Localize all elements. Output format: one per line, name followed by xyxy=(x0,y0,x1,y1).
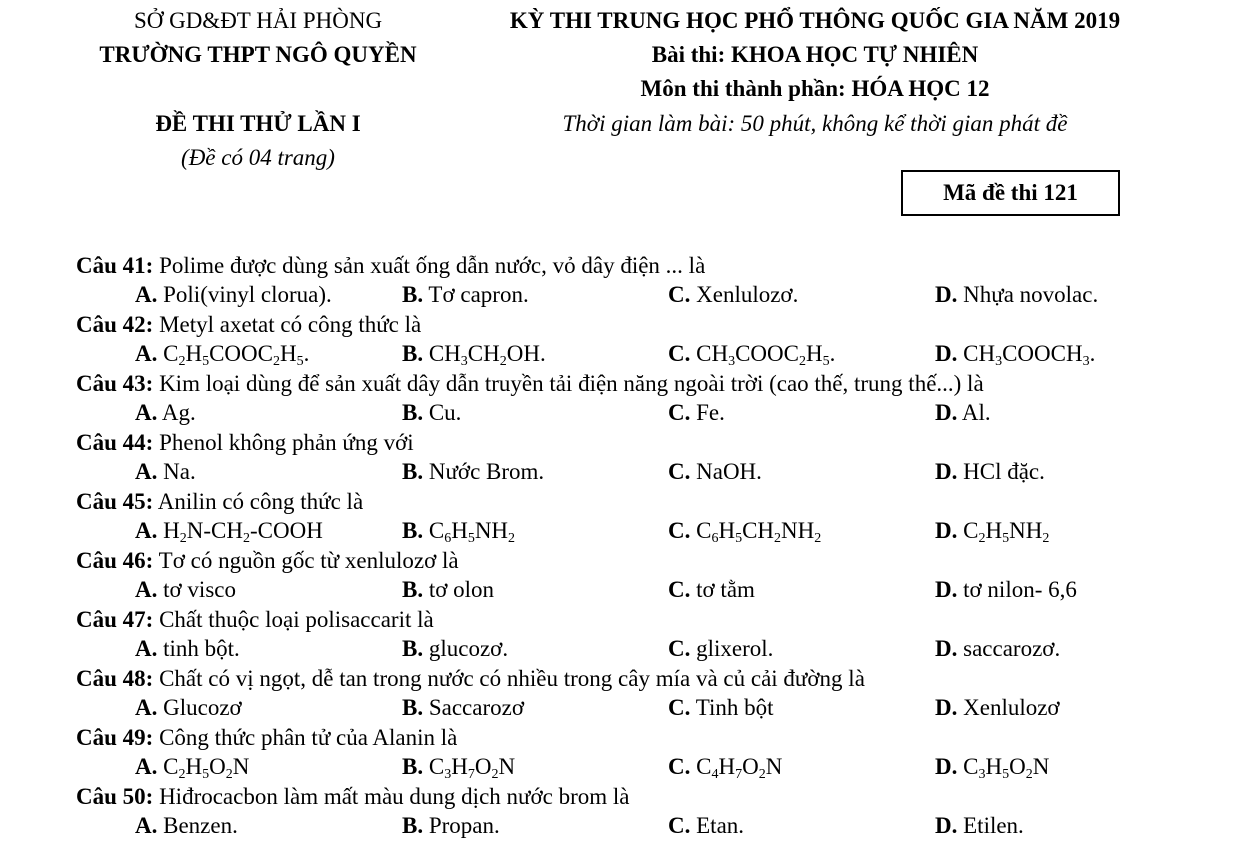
option-letter: A. xyxy=(135,459,158,484)
exam-component: Môn thi thành phần: HÓA HỌC 12 xyxy=(640,76,990,101)
option-letter: B. xyxy=(402,282,424,307)
option-letter: B. xyxy=(402,341,424,366)
answer-option xyxy=(935,516,1049,546)
answer-option xyxy=(135,752,249,782)
exam-code-box xyxy=(901,170,1120,216)
question-stem xyxy=(76,664,865,694)
question-number: Câu 43: xyxy=(76,371,154,396)
answer-option xyxy=(402,339,546,369)
option-text: tơ tằm xyxy=(690,577,755,602)
option-text: Etan. xyxy=(690,813,745,838)
question-number: Câu 44: xyxy=(76,430,154,455)
answer-option xyxy=(135,575,236,605)
option-text: tơ visco xyxy=(157,577,236,602)
answer-option xyxy=(935,634,1060,664)
option-text: tơ olon xyxy=(423,577,495,602)
answer-option xyxy=(402,398,461,428)
question-item xyxy=(0,369,1253,428)
question-item xyxy=(0,605,1253,664)
exam-code: Mã đề thi 121 xyxy=(943,180,1078,205)
answer-option xyxy=(402,457,544,487)
option-letter: B. xyxy=(402,459,424,484)
answer-option xyxy=(402,516,515,546)
option-letter: C. xyxy=(668,282,691,307)
option-text: $C_2H_5COOC_2H_5$. xyxy=(157,341,310,369)
question-stem xyxy=(76,782,630,812)
option-letter: A. xyxy=(135,695,158,720)
option-text: $C_4H_7O_2N$ xyxy=(690,754,783,782)
option-letter: B. xyxy=(402,518,424,543)
option-letter: D. xyxy=(935,282,958,307)
question-item xyxy=(0,782,1253,841)
option-text: tinh bột. xyxy=(157,636,240,661)
option-text: Ag. xyxy=(157,400,196,425)
answer-option xyxy=(935,575,1077,605)
question-item xyxy=(0,251,1253,310)
question-text: Hiđrocacbon làm mất màu dung dịch nước brom là xyxy=(153,784,630,809)
option-letter: A. xyxy=(135,282,158,307)
question-number: Câu 48: xyxy=(76,666,154,691)
answer-option xyxy=(668,280,798,310)
option-text: tơ nilon- 6,6 xyxy=(957,577,1077,602)
question-item xyxy=(0,723,1253,782)
option-text: $CH_3CH_2OH$. xyxy=(423,341,546,369)
answer-option xyxy=(668,398,725,428)
exam-duration: Thời gian làm bài: 50 phút, không kể thời gian phát đề xyxy=(562,111,1068,136)
option-text: NaOH. xyxy=(690,459,762,484)
option-letter: C. xyxy=(668,518,691,543)
option-text: $C_6H_5NH_2$ xyxy=(423,518,516,546)
option-letter: B. xyxy=(402,636,424,661)
question-item xyxy=(0,664,1253,723)
question-number: Câu 46: xyxy=(76,548,154,573)
answer-options xyxy=(0,693,1253,723)
question-text: Phenol không phản ứng với xyxy=(153,430,414,455)
option-letter: B. xyxy=(402,400,424,425)
answer-options xyxy=(0,752,1253,782)
answer-option xyxy=(668,339,835,369)
answer-option xyxy=(935,693,1060,723)
answer-options xyxy=(0,398,1253,428)
option-text: HCl đặc. xyxy=(957,459,1045,484)
option-letter: C. xyxy=(668,341,691,366)
answer-option xyxy=(135,398,196,428)
answer-option xyxy=(135,516,323,546)
option-text: Xenlulozơ. xyxy=(690,282,799,307)
question-number: Câu 47: xyxy=(76,607,154,632)
answer-option xyxy=(135,457,196,487)
option-text: Propan. xyxy=(423,813,500,838)
answer-option xyxy=(135,280,332,310)
question-item xyxy=(0,310,1253,369)
question-list xyxy=(0,251,1253,841)
option-text: $CH_3COOCH_3$. xyxy=(957,341,1096,369)
answer-option xyxy=(402,693,524,723)
question-item xyxy=(0,546,1253,605)
question-stem xyxy=(76,723,457,753)
answer-option xyxy=(935,339,1095,369)
option-letter: B. xyxy=(402,695,424,720)
option-letter: D. xyxy=(935,518,958,543)
question-stem xyxy=(76,428,414,458)
option-letter: A. xyxy=(135,577,158,602)
answer-option xyxy=(402,634,508,664)
option-letter: C. xyxy=(668,754,691,779)
question-text: Metyl axetat có công thức là xyxy=(153,312,422,337)
question-text: Polime được dùng sản xuất ống dẫn nước, vỏ dây điện ... là xyxy=(153,253,706,278)
option-letter: B. xyxy=(402,813,424,838)
option-text: $C_3H_5O_2N$ xyxy=(957,754,1050,782)
option-text: $H_2N-CH_2$-COOH xyxy=(157,518,323,546)
option-letter: A. xyxy=(135,813,158,838)
option-text: $C_3H_7O_2N$ xyxy=(423,754,516,782)
option-letter: B. xyxy=(402,754,424,779)
question-text: Anilin có công thức là xyxy=(153,489,364,514)
answer-options xyxy=(0,280,1253,310)
option-letter: C. xyxy=(668,400,691,425)
option-letter: D. xyxy=(935,813,958,838)
option-letter: D. xyxy=(935,577,958,602)
answer-option xyxy=(935,280,1098,310)
option-text: Nhựa novolac. xyxy=(957,282,1099,307)
question-text: Kim loại dùng để sản xuất dây dẫn truyền tải điện năng ngoài trời (cao thế, trung thế...) là xyxy=(153,371,984,396)
option-letter: D. xyxy=(935,459,958,484)
question-stem xyxy=(76,605,434,635)
answer-options xyxy=(0,516,1253,546)
exam-subject: Bài thi: KHOA HỌC TỰ NHIÊN xyxy=(651,42,979,67)
question-text: Chất có vị ngọt, dễ tan trong nước có nhiều trong cây mía và củ cải đường là xyxy=(153,666,865,691)
question-stem xyxy=(76,310,421,340)
answer-option xyxy=(135,339,309,369)
option-text: Benzen. xyxy=(157,813,238,838)
answer-option xyxy=(668,752,782,782)
question-number: Câu 49: xyxy=(76,725,154,750)
page-count-note: (Đề có 04 trang) xyxy=(181,145,335,170)
answer-options xyxy=(0,339,1253,369)
option-text: Glucozơ xyxy=(157,695,242,720)
answer-option xyxy=(668,575,755,605)
question-text: Tơ có nguồn gốc từ xenlulozơ là xyxy=(153,548,459,573)
option-letter: B. xyxy=(402,577,424,602)
question-number: Câu 50: xyxy=(76,784,154,809)
option-text: Poli(vinyl clorua). xyxy=(157,282,332,307)
answer-option xyxy=(935,398,991,428)
option-letter: A. xyxy=(135,518,158,543)
option-text: glixerol. xyxy=(690,636,774,661)
option-text: Etilen. xyxy=(957,813,1024,838)
option-letter: C. xyxy=(668,636,691,661)
answer-options xyxy=(0,634,1253,664)
option-text: Tinh bột xyxy=(690,695,774,720)
question-stem xyxy=(76,546,459,576)
option-letter: C. xyxy=(668,459,691,484)
option-letter: C. xyxy=(668,813,691,838)
option-text: Al. xyxy=(957,400,991,425)
answer-options xyxy=(0,575,1253,605)
option-text: $C_2H_5O_2N$ xyxy=(157,754,250,782)
option-letter: A. xyxy=(135,754,158,779)
option-text: Nước Brom. xyxy=(423,459,545,484)
option-letter: C. xyxy=(668,695,691,720)
answer-option xyxy=(135,693,242,723)
option-text: $C_2H_5NH_2$ xyxy=(957,518,1050,546)
answer-option xyxy=(135,634,240,664)
option-letter: A. xyxy=(135,341,158,366)
question-stem xyxy=(76,487,363,517)
option-text: Cu. xyxy=(423,400,462,425)
answer-option xyxy=(668,634,773,664)
option-text: Tơ capron. xyxy=(423,282,529,307)
answer-option xyxy=(935,457,1045,487)
answer-option xyxy=(935,752,1049,782)
option-text: Xenlulozơ xyxy=(957,695,1060,720)
option-letter: D. xyxy=(935,695,958,720)
option-text: Fe. xyxy=(690,400,725,425)
question-number: Câu 41: xyxy=(76,253,154,278)
question-stem xyxy=(76,251,705,281)
option-letter: D. xyxy=(935,341,958,366)
question-number: Câu 45: xyxy=(76,489,154,514)
answer-option xyxy=(668,693,773,723)
option-text: saccarozơ. xyxy=(957,636,1061,661)
answer-option xyxy=(668,457,762,487)
school-name: TRƯỜNG THPT NGÔ QUYỀN xyxy=(99,42,417,67)
option-text: glucozơ. xyxy=(423,636,509,661)
answer-option xyxy=(668,516,821,546)
school-department: SỞ GD&ĐT HẢI PHÒNG xyxy=(133,8,383,33)
option-text: Saccarozơ xyxy=(423,695,524,720)
option-text: $C_6H_5CH_2NH_2$ xyxy=(690,518,822,546)
option-letter: D. xyxy=(935,400,958,425)
answer-option xyxy=(402,280,529,310)
answer-options xyxy=(0,457,1253,487)
question-number: Câu 42: xyxy=(76,312,154,337)
exam-round: ĐỀ THI THỬ LẦN I xyxy=(155,111,361,136)
exam-title: KỲ THI TRUNG HỌC PHỔ THÔNG QUỐC GIA NĂM 2019 xyxy=(509,8,1121,33)
option-text: Na. xyxy=(157,459,196,484)
question-item xyxy=(0,428,1253,487)
option-letter: D. xyxy=(935,636,958,661)
answer-option xyxy=(402,575,494,605)
question-text: Công thức phân tử của Alanin là xyxy=(153,725,458,750)
answer-option xyxy=(402,752,515,782)
question-text: Chất thuộc loại polisaccarit là xyxy=(153,607,434,632)
option-letter: A. xyxy=(135,636,158,661)
question-item xyxy=(0,487,1253,546)
option-letter: D. xyxy=(935,754,958,779)
question-stem xyxy=(76,369,984,399)
option-text: $CH_3COOC_2H_5$. xyxy=(690,341,836,369)
option-letter: C. xyxy=(668,577,691,602)
option-letter: A. xyxy=(135,400,158,425)
